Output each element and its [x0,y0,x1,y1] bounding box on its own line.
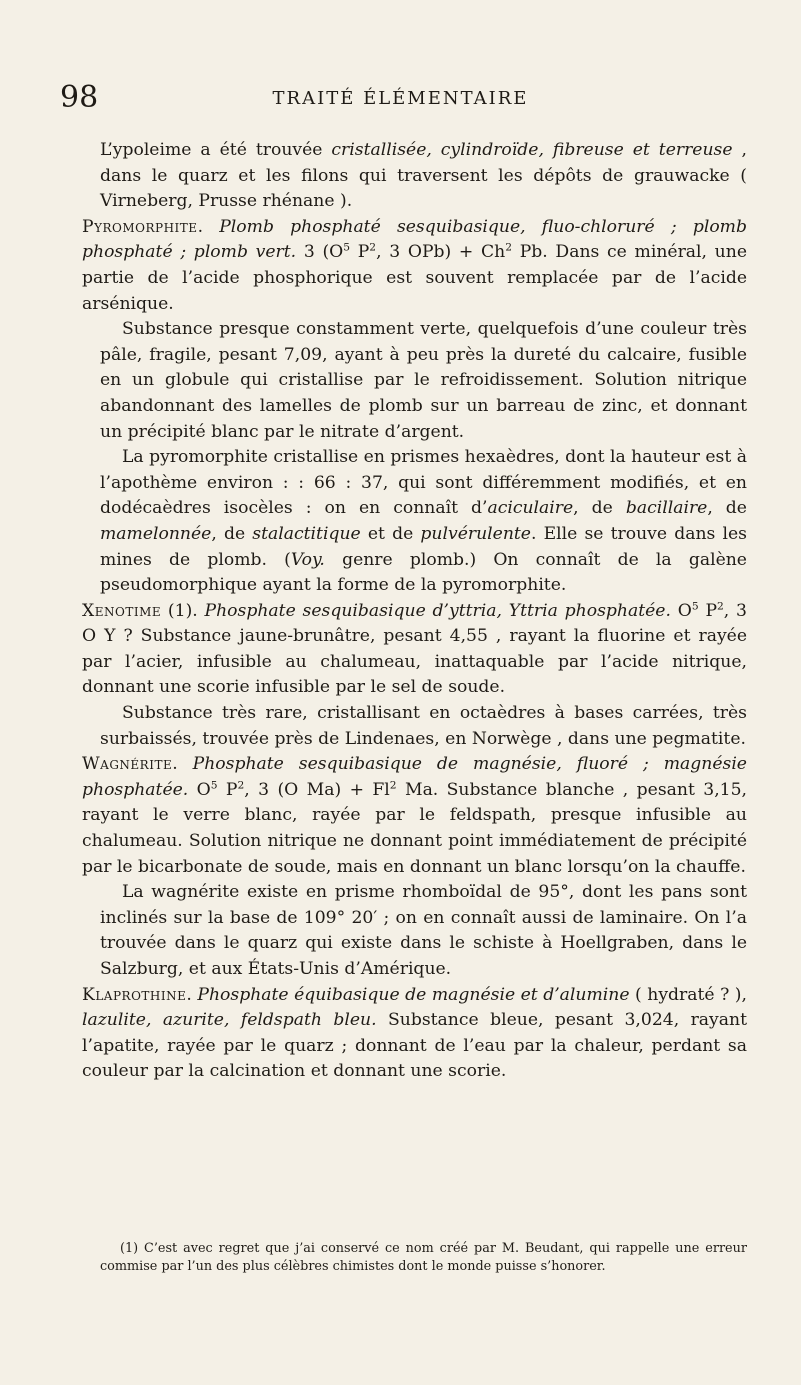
body-text [82,138,747,1085]
paragraph: La wagnérite existe en prisme rhomboïdal de 95°, dont les pans sont inclinés sur la base de 109° 20′ ; on en connaît aussi de laminaire. On l’a trouvée dans le quarz qui existe dans le schiste à Hoellgraben, dans le Salzburg, et aux États-Unis d’Amérique. [100,882,747,979]
paragraph: Substance très rare, cristallisant en octaèdres à bases carrées, très surbaissés, trouvée près de Lindenaes, en Norwège , dans une pegmatite. [100,703,747,749]
page-number: 98 [60,80,99,115]
paragraph: Substance presque constamment verte, quelquefois d’une couleur très pâle, fragile, pesant 7,09, ayant à peu près la dureté du calcaire, fusible en un globule qui cristallise par le refroidissement. Solution nitrique abandonnant des lamelles de plomb sur un barreau de zinc, et donnant un précipité blanc par le nitrate d’argent. [100,319,747,442]
paragraph: L’ypoleime a été trouvée cristallisée, cylindroïde, fibreuse et terreuse , dans le quarz et les filons qui traversent les dépôts de grauwacke ( Virneberg, Prusse rhénane ). [100,140,747,212]
mineral-entry: Pyromorphite. Plomb phosphaté sesquibasique, fluo-chloruré ; plomb phosphaté ; plomb vert. 3 ($O^5$ $P^2$, 3 $OPb) + Ch^2$ Pb. Dans ce minéral, une partie de l’acide phosphorique est souvent remplacée par de l’acide arsénique. [82,216,747,314]
footnote [100,1240,747,1276]
mineral-entry: Klaprothine. Phosphate équibasique de magnésie et d’alumine ( hydraté ? ), lazulite, azurite, feldspath bleu. Substance bleue, pesant 3,024, rayant l’apatite, rayée par le quarz ; donnant de l’eau par la chaleur, perdant sa couleur par la calcination et donnant une scorie. [82,984,747,1082]
running-title: TRAITÉ ÉLÉMENTAIRE [272,88,529,109]
mineral-entry: Xenotime (1). Phosphate sesquibasique d’yttria, Yttria phosphatée. $O^5$ $P^2$, 3 O Y ? Substance jaune-brunâtre, pesant 4,55 , rayant la fluorine et rayée par l’acier, infusible au chalumeau, inattaquable par l’acide nitrique, donnant une scorie infusible par le sel de soude. [82,598,747,698]
footnote-text: (1) C’est avec regret que j’ai conservé ce nom créé par M. Beudant, qui rappelle une erreur commise par l’un des plus célèbres chimistes dont le monde puisse s’honorer. [100,1241,747,1274]
mineral-entry: Wagnérite. Phosphate sesquibasique de magnésie, fluoré ; magnésie phosphatée. $O^5$ $P^2$, 3 (O $Ma) + Fl^2$ Ma. Substance blanche , pesant 3,15, rayant le verre blanc, rayée par le feldspath, presque infusible au chalumeau. Solution nitrique ne donnant point immédiatement de précipité par le bicarbonate de soude, mais en donnant un blanc lorsqu’on la chauffe. [82,754,747,877]
paragraph: La pyromorphite cristallise en prismes hexaèdres, dont la hauteur est à l’apothème environ : : 66 : 37, qui sont différemment modifiés, et en dodécaèdres isocèles : on en connaît d’aciculaire, de bacillaire, de mamelonnée, de stalactitique et de pulvérulente. Elle se trouve dans les mines de plomb. (Voy. genre plomb.) On connaît de la galène pseudomorphique ayant la forme de la pyromorphite. [100,447,747,596]
page-header [60,80,741,120]
